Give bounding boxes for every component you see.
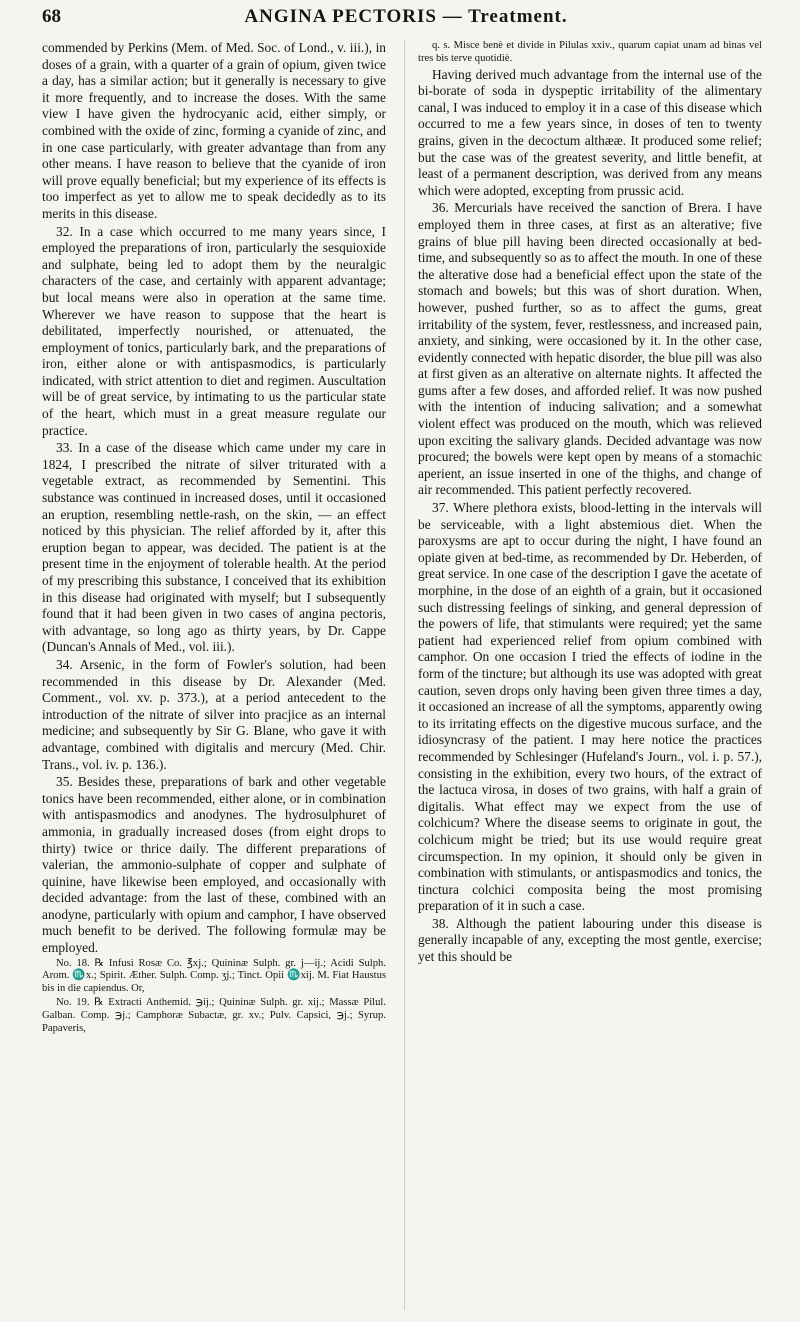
paragraph-35: 35. Besides these, preparations of bark and other vegetable tonics have been recommended, either alone, or in combination with antispasmodics and anodynes. The hydrosulphuret of ammonia, in gradually increased doses (from eight drops to thirty) twice or thrice daily. The different preparations of valerian, the ammonio-sulphate of copper and sulphate of quinine, have likewise been employed, and occasionally with decided advantage: from the last of these, combined with an anodyne, particularly with opium and camphor, I have observed much benefit to be derived. The following formulæ may be employed. xyxy=(42,774,386,956)
prescription-19-continued: q. s. Misce benè et divide in Pilulas xxiv., quarum capiat unam ad binas vel tres bis terve quotidiè. xyxy=(418,40,762,64)
column-divider xyxy=(404,40,405,1310)
paragraph-34: 34. Arsenic, in the form of Fowler's solution, had been recommended in this disease by Dr. Alexander (Med. Comment., vol. xv. p. 373.), at a period antecedent to the introduction of the nitrate of silver into pracjice as an internal medicine; and subsequently by Sir G. Blane, who gave it with advantage, combined with digitalis and mercury (Med. Chir. Trans., vol. iv. p. 136.). xyxy=(42,656,386,772)
page-header xyxy=(42,6,770,32)
left-column xyxy=(42,40,386,1036)
paragraph-36: 36. Mercurials have received the sanction of Brera. I have employed them in three cases, at first as an alterative; five grains of blue pill having been directed occasionally at bed-time, and subsequently so as to affect the mouth. In one of these the alterative dose had a beneficial effect upon the state of the stomach and bowels; but this was of short duration. When, however, pushed further, so as to affect the gums, great irritability of the system, fever, restlessness, and increased pain, anxiety, and sinking, were occasioned by it. In the other case, evidently connected with hepatic disorder, the blue pill was also at first given as an alterative on alternate nights. It affected the gums after a few doses, and afforded relief. It was now pushed with the intention of inducing salivation; and a somewhat violent effect was produced on the mouth, which was relieved upon exciting the salivary glands. Decided advantage was now procured; the bowels were kept open by means of a stomachic aperient, an issue inserted in one of the thighs, and change of air recommended. This patient perfectly recovered. xyxy=(418,200,762,498)
running-head: ANGINA PECTORIS — Treatment. xyxy=(244,6,568,27)
right-column xyxy=(418,40,762,967)
paragraph-37: 37. Where plethora exists, blood-letting in the intervals will be serviceable, with a light abstemious diet. When the paroxysms are apt to occur during the night, I have found an opiate given at bed-time, as recommended by Dr. Heberden, of great service. In one case of the description I gave the acetate of morphine, in the dose of an eighth of a grain, but it occasioned such distressing feelings of sinking, and general depression of the powers of life, that stimulants were required; yet the same patient had experienced relief from opium combined with camphor. On one occasion I tried the effects of iodine in the form of the tincture; but although its use was adopted with great caution, seven drops only having been given three times a day, it occasioned an increase of all the symptoms, apparently owing to its irritating effects on the digestive mucous surface, and the idiosyncrasy of the patient. I may here notice the practices recommended by Schlesinger (Hufeland's Journ., vol. i. p. 57.), consisting in the exhibition, every two hours, of the extract of the lactuca virosa, in doses of two grains, with half a grain of digitalis. What effect may we expect from the use of colchicum? Where the disease seems to originate in gout, the colchicum might be tried; but its use would require great circumspection. In my opinion, it should only be given in combination with stimulants, or antispasmodics and tonics, the tinctura colchici composita being the most promising preparation of it in such a case. xyxy=(418,500,762,914)
page-number: 68 xyxy=(42,6,61,27)
paragraph-33: 33. In a case of the disease which came under my care in 1824, I prescribed the nitrate of silver triturated with a vegetable extract, as recommended by Sementini. This substance was continued in increased doses, until it occasioned an eruption, resembling nettle-rash, on the skin, — an effect noticed by this physician. The relief afforded by it, after this eruption began to appear, was decided. The patient is at the present time in the enjoyment of tolerable health. At the period of my prescribing this substance, I conceived that its exhibition in this disease had originated with myself; but I subsequently found that it had been given in two cases of angina pectoris, with advantage, so long ago as thirty years, by Dr. Cappe (Duncan's Annals of Med., vol. iii.). xyxy=(42,440,386,655)
paragraph-intro: commended by Perkins (Mem. of Med. Soc. of Lond., v. iii.), in doses of a grain, with a quarter of a grain of opium, given twice a day, has a similar action; but it generally is necessary to give it more frequently, and to increase the doses. With the same view I have given the hydrocyanic acid, either simply, or combined with the oxide of zinc, forming a cyanide of zinc, and in one case particularly, with greater advantage than from any other means. I have reason to believe that the cyanide of iron will prove equally beneficial; but my experience of its effects is too imperfect as yet to allow me to speak decidedly as to its merits in this disease. xyxy=(42,40,386,221)
paragraph-biborate: Having derived much advantage from the internal use of the bi-borate of soda in dyspeptic irritability of the alimentary canal, I was induced to employ it in a case of this disease which occurred to me a few years since, in doses of ten to twenty grains, given in the decoctum althææ. It produced some relief; but the case was of the greatest severity, and little benefit, at least of a permanent description, was derived from any means which were adopted, excepting from prussic acid. xyxy=(418,66,762,198)
prescription-19: No. 19. ℞ Extracti Anthemid. ℈ij.; Quininæ Sulph. gr. xij.; Massæ Pilul. Galban. Comp. ℈j.; Camphoræ Subactæ, gr. xv.; Pulv. Capsici, ℈j.; Syrup. Papaveris, xyxy=(42,997,386,1034)
paragraph-32: 32. In a case which occurred to me many years since, I employed the preparations of iron, particularly the sesquioxide and sulphate, being led to adopt them by the neuralgic characters of the case, and certainly with apparent advantage; but local means were also in operation at the same time. Wherever we have reason to suppose that the heart is debilitated, imperfectly nourished, or attenuated, the employment of tonics, particularly bark, and the preparations of iron, either alone or with antispasmodics, is particularly indicated, with strict attention to diet and regimen. Auscultation will be of great service, by intimating to us the particular state of the heart, which must in a great measure regulate our practice. xyxy=(42,223,386,438)
prescription-18: No. 18. ℞ Infusi Rosæ Co. ℥xj.; Quininæ Sulph. gr. j—ij.; Acidi Sulph. Arom. ♏x.; Spirit. Æther. Sulph. Comp. ʒj.; Tinct. Opii ♏xij. M. Fiat Haustus bis in die capiendus. Or, xyxy=(42,957,386,995)
paragraph-38: 38. Although the patient labouring under this disease is generally incapable of any, excepting the most gentle, exercise; yet this should be xyxy=(418,915,762,965)
